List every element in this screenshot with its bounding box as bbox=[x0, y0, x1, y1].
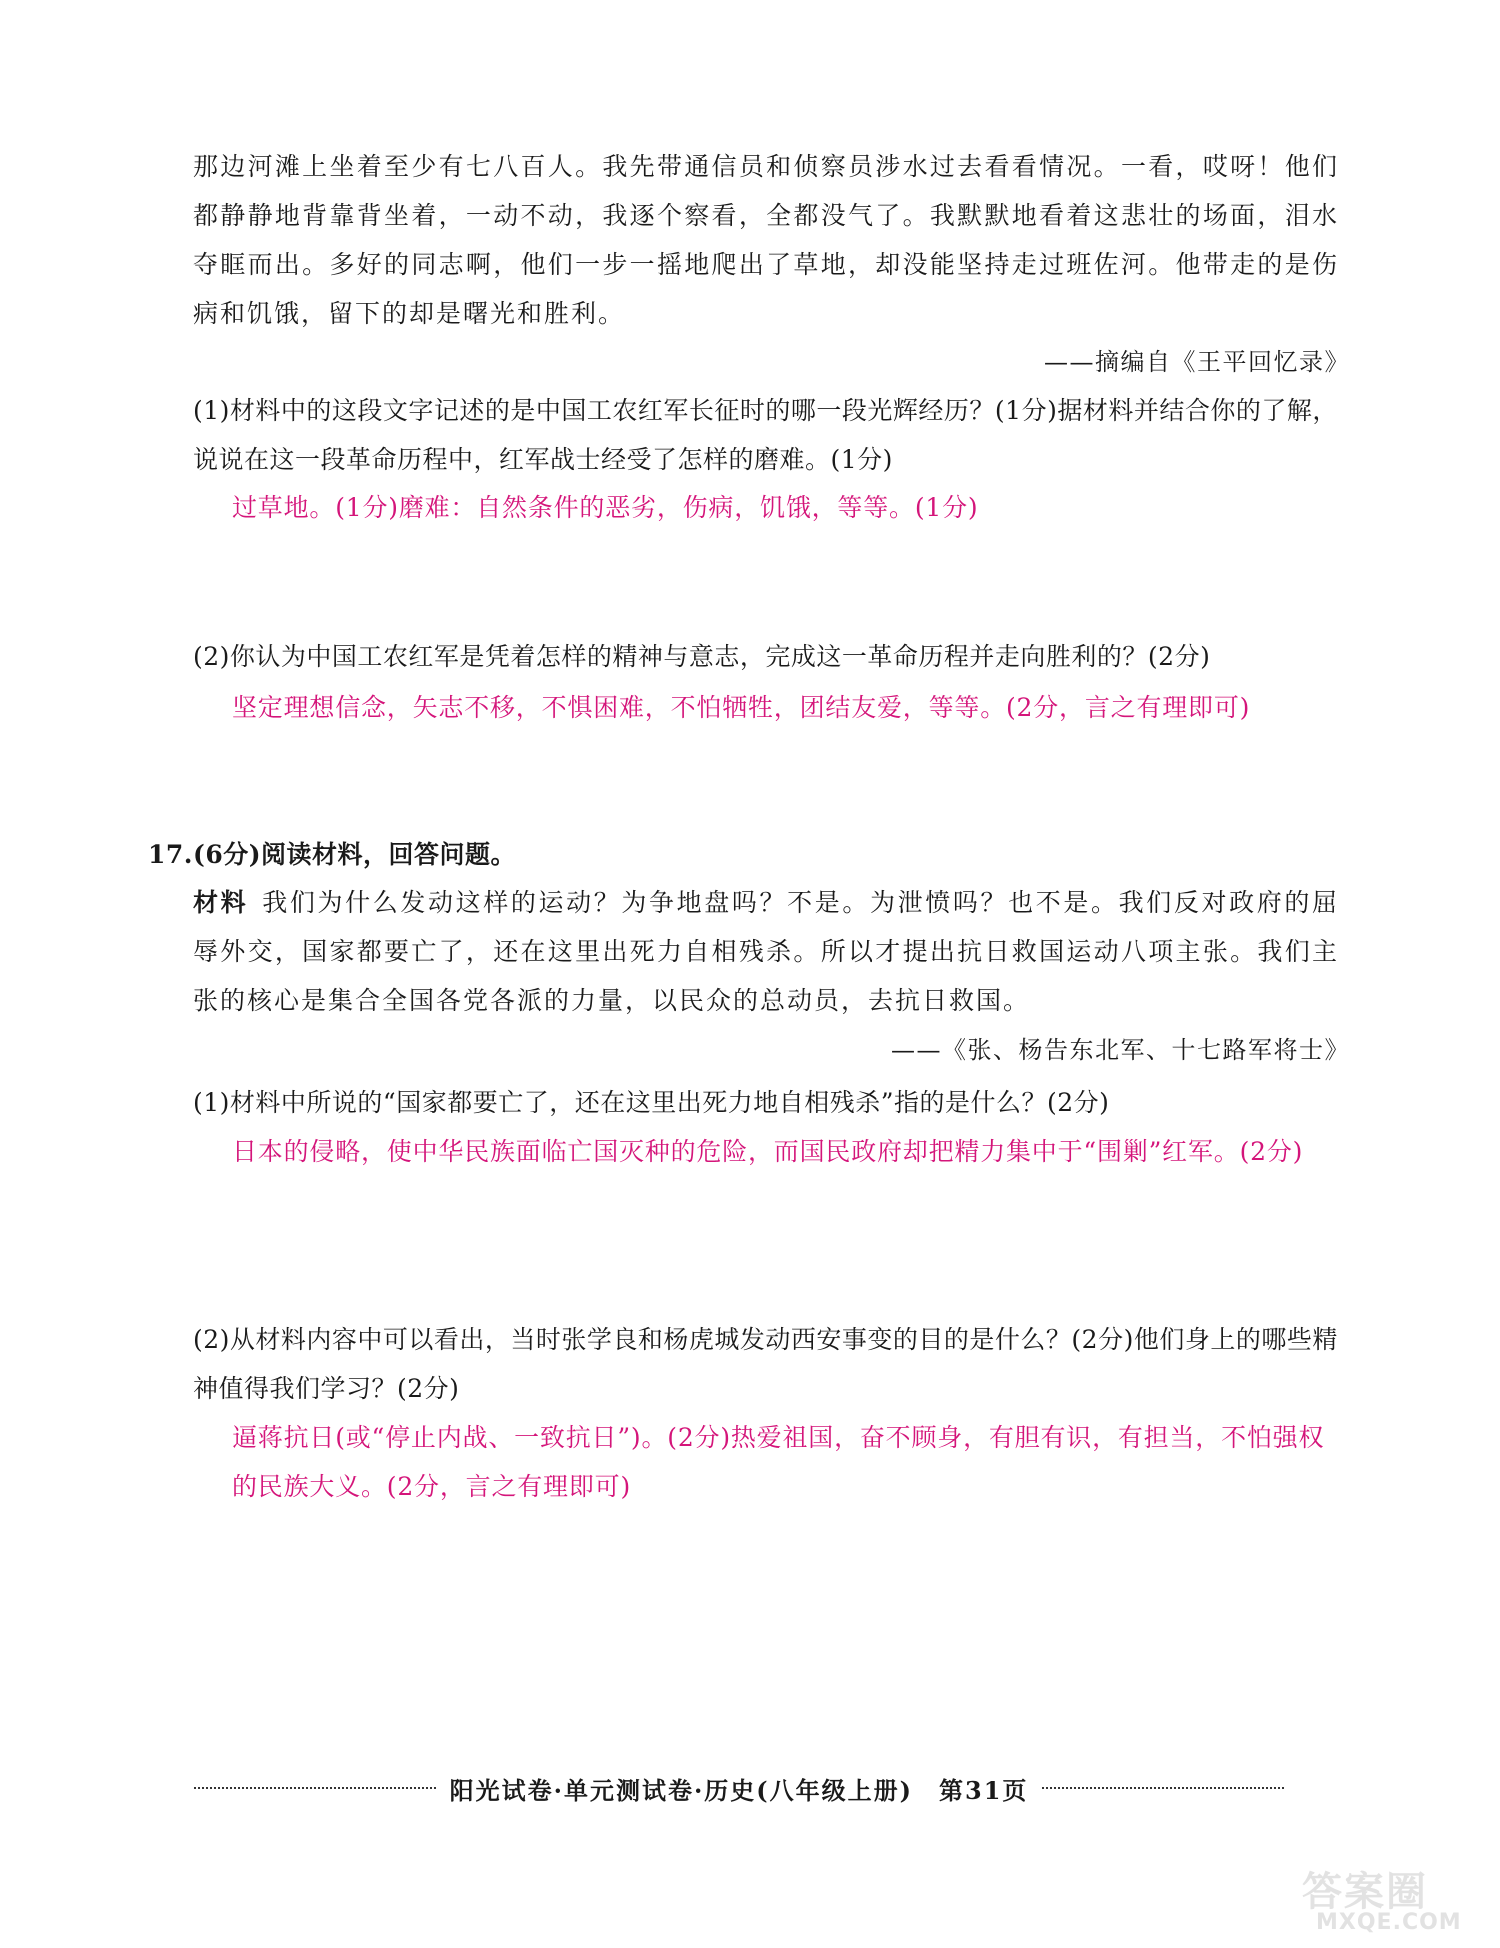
question-17-1: (1)材料中所说的“国家都要亡了，还在这里出死力地自相残杀”指的是什么？(2分) bbox=[193, 1088, 1110, 1117]
watermark-line1: 答案圈 bbox=[1302, 1869, 1428, 1915]
question-17-2: (2)从材料内容中可以看出，当时张学良和杨虎城发动西安事变的目的是什么？(2分)他们身上的哪些精神值得我们学习？(2分) bbox=[193, 1325, 1338, 1403]
question-17-header: 17.(6分)阅读材料，回答问题。 bbox=[148, 840, 517, 869]
question-16-2: (2)你认为中国工农红军是凭着怎样的精神与意志，完成这一革命历程并走向胜利的？(2分) bbox=[193, 642, 1211, 671]
answer-16-1: 过草地。(1分)磨难：自然条件的恶劣，伤病，饥饿，等等。(1分) bbox=[232, 493, 979, 522]
material-source: ——摘编自《王平回忆录》 bbox=[1044, 348, 1350, 376]
answer-17-1: 日本的侵略，使中华民族面临亡国灭种的危险，而国民政府却把精力集中于“围剿”红军。(2分) bbox=[232, 1137, 1304, 1166]
answer-17-2: 逼蒋抗日(或“停止内战、一致抗日”)。(2分)热爱祖国，奋不顾身，有胆有识，有担当，不怕强权的民族大义。(2分，言之有理即可) bbox=[232, 1423, 1325, 1501]
watermark-line2: MXQE.COM bbox=[1316, 1910, 1462, 1935]
material-text: 我们为什么发动这样的运动？为争地盘吗？不是。为泄愤吗？也不是。我们反对政府的屈辱外交，国家都要亡了，还在这里出死力自相残杀。所以才提出抗日救国运动八项主张。我们主张的核心是集合全国各党各派的力量，以民众的总动员，去抗日救国。 bbox=[193, 888, 1339, 1015]
watermark-logo bbox=[1278, 1860, 1478, 1940]
question-17-material bbox=[193, 878, 1339, 1025]
page-footer bbox=[180, 1768, 1298, 1808]
answer-16-2: 坚定理想信念，矢志不移，不惧困难，不怕牺牲，团结友爱，等等。(2分，言之有理即可) bbox=[232, 693, 1251, 722]
material-label: 材料 bbox=[193, 888, 249, 917]
footer-dots-left bbox=[194, 1787, 436, 1789]
question-17-source: ——《张、杨告东北军、十七路军将士》 bbox=[891, 1036, 1350, 1064]
question-16-1: (1)材料中的这段文字记述的是中国工农红军长征时的哪一段光辉经历？(1分)据材料并结合你的了解，说说在这一段革命历程中，红军战士经受了怎样的磨难。(1分) bbox=[193, 396, 1338, 474]
footer-dots-right bbox=[1042, 1787, 1284, 1789]
footer-text: 阳光试卷·单元测试卷·历史(八年级上册) 第31页 bbox=[449, 1775, 1029, 1805]
material-paragraph: 那边河滩上坐着至少有七八百人。我先带通信员和侦察员涉水过去看看情况。一看，哎呀！他们都静静地背靠背坐着，一动不动，我逐个察看，全都没气了。我默默地看着这悲壮的场面，泪水夺眶而出。多好的同志啊，他们一步一摇地爬出了草地，却没能坚持走过班佐河。他带走的是伤病和饥饿，留下的却是曙光和胜利。 bbox=[193, 152, 1339, 328]
